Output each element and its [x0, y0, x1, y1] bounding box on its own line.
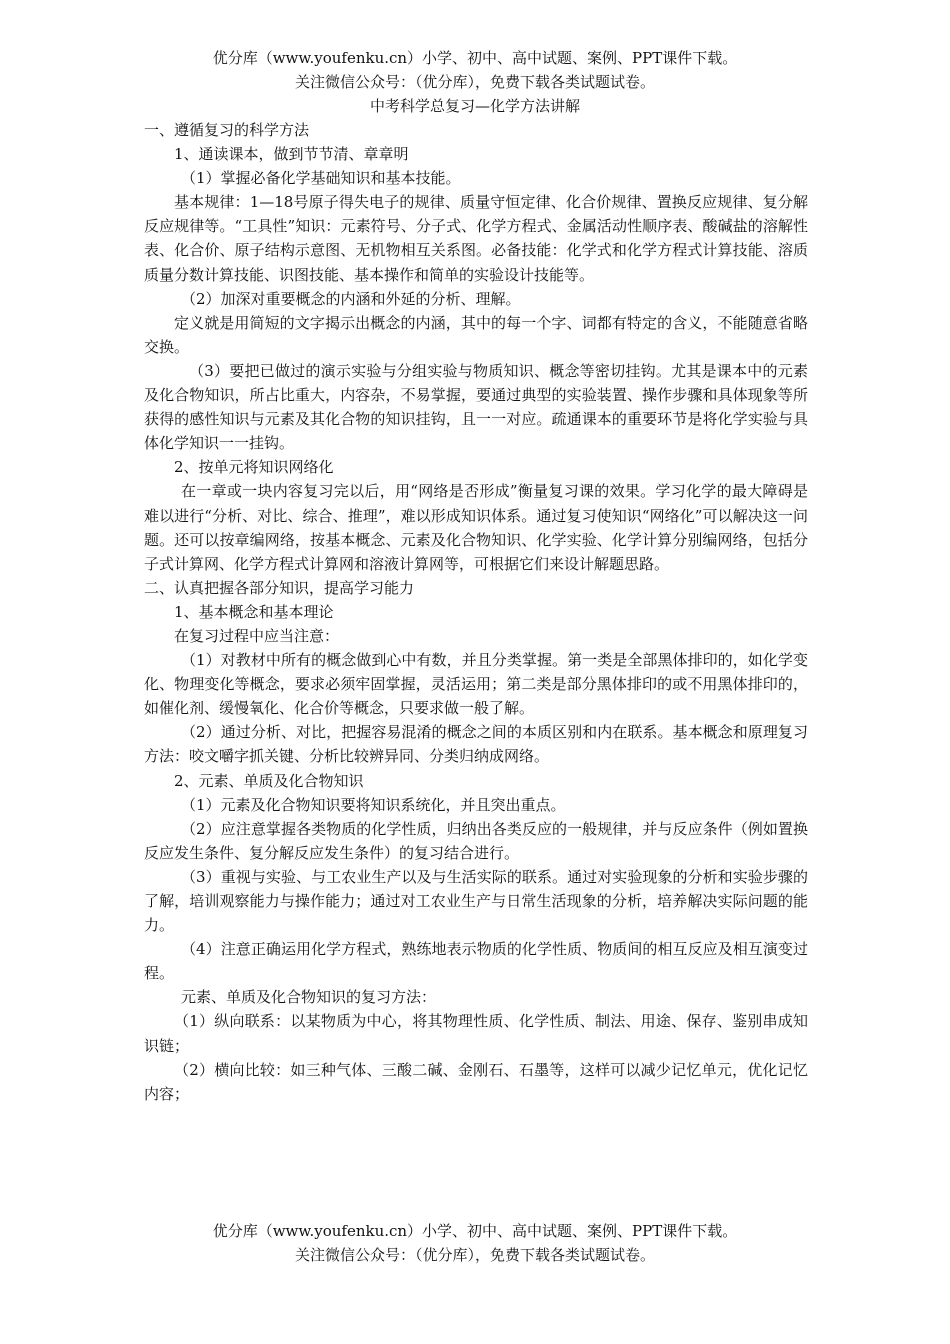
paragraph-definition: 定义就是用简短的文字揭示出概念的内涵，其中的每一个字、词都有特定的含义，不能随意省略交换。 — [144, 313, 808, 356]
paragraph-concepts-2: （2）通过分析、对比，把握容易混淆的概念之间的本质区别和内在联系。基本概念和原理复习方法：咬文嚼字抓关键、分析比较辨异同、分类归纳成网络。 — [144, 723, 808, 766]
section-heading-2: 二、认真把握各部分知识，提高学习能力 — [144, 578, 415, 597]
paragraph-method-1: （1）纵向联系：以某物质为中心，将其物理性质、化学性质、制法、用途、保存、鉴别串成知识链； — [144, 1012, 808, 1055]
paragraph-elements-1: （1）元素及化合物知识要将知识系统化，并且突出重点。 — [181, 795, 566, 814]
document-body — [144, 118, 808, 1106]
page-footer — [0, 1219, 950, 1267]
subsection-heading-2-1: 1、基本概念和基本理论 — [174, 602, 334, 621]
paragraph-basic-rules: 基本规律：1—18号原子得失电子的规律、质量守恒定律、化合价规律、置换反应规律、复分解反应规律等。“工具性”知识：元素符号、分子式、化学方程式、金属活动性顺序表、酸碱盐的溶解性表、化合价、原子结构示意图、无机物相互关系图。必备技能：化学式和化学方程式计算技能、溶质质量分数计算技能、识图技能、基本操作和简单的实验设计技能等。 — [144, 193, 808, 284]
page-header — [0, 46, 950, 118]
paragraph-method-2: （2）横向比较：如三种气体、三酸二碱、金刚石、石墨等，这样可以减少记忆单元，优化记忆内容； — [144, 1060, 808, 1103]
document-title: 中考科学总复习—化学方法讲解 — [369, 97, 580, 115]
section-heading-1: 一、遵循复习的科学方法 — [144, 121, 310, 139]
paragraph-network: 在一章或一块内容复习完以后，用“网络是否形成”衡量复习课的效果。学习化学的最大障碍是难以进行“分析、对比、综合、推理”，难以形成知识体系。通过复习使知识“网络化”可以解决这一问题。还可以按章编网络，按基本概念、元素及化合物知识、化学实验、化学计算分别编网络，包括分子式计算网、化学方程式计算网和溶液计算网等，可根据它们来设计解题思路。 — [144, 482, 808, 573]
subsection-heading-2-2: 2、元素、单质及化合物知识 — [174, 771, 364, 790]
header-line-1: 优分库（www.youfenku.cn）小学、初中、高中试题、案例、PPT课件下载。 — [212, 49, 738, 67]
subsection-heading-1-1: 1、通读课本，做到节节清、章章明 — [174, 145, 409, 164]
footer-line-2: 关注微信公众号：（优分库），免费下载各类试题试卷。 — [294, 1246, 655, 1264]
paragraph-experiments: （3）要把已做过的演示实验与分组实验与物质知识、概念等密切挂钩。尤其是课本中的元素及化合物知识，所占比重大，内容杂，不易掌握，要通过典型的实验装置、操作步骤和具体现象等所获得的感性知识与元素及其化合物的知识挂钩，且一一对应。疏通课本的重要环节是将化学实验与具体化学知识一一挂钩。 — [144, 361, 808, 453]
paragraph-review-methods: 元素、单质及化合物知识的复习方法： — [181, 988, 437, 1007]
subsection-heading-1-2: 2、按单元将知识网络化 — [174, 458, 334, 477]
paragraph-elements-4: （4）注意正确运用化学方程式，熟练地表示物质的化学性质、物质间的相互反应及相互演变过程。 — [144, 940, 808, 983]
header-line-2: 关注微信公众号：（优分库），免费下载各类试题试卷。 — [294, 73, 655, 91]
paragraph-attention: 在复习过程中应当注意： — [174, 626, 340, 645]
item-heading-1-1-1: （1）掌握必备化学基础知识和基本技能。 — [181, 169, 461, 188]
footer-line-1: 优分库（www.youfenku.cn）小学、初中、高中试题、案例、PPT课件下载。 — [212, 1222, 738, 1240]
paragraph-elements-3: （3）重视与实验、与工农业生产以及与生活实际的联系。通过对实验现象的分析和实验步骤的了解，培训观察能力与操作能力；通过对工农业生产与日常生活现象的分析，培养解决实际问题的能力。 — [144, 867, 808, 935]
item-heading-1-1-2: （2）加深对重要概念的内涵和外延的分析、理解。 — [181, 289, 521, 308]
paragraph-elements-2: （2）应注意掌握各类物质的化学性质，归纳出各类反应的一般规律，并与反应条件（例如置换反应发生条件、复分解反应发生条件）的复习结合进行。 — [144, 819, 808, 862]
paragraph-concepts-1: （1）对教材中所有的概念做到心中有数，并且分类掌握。第一类是全部黑体排印的，如化学变化、物理变化等概念，要求必须牢固掌握，灵活运用；第二类是部分黑体排印的或不用黑体排印的，如催化剂、缓慢氧化、化合价等概念，只要求做一般了解。 — [144, 651, 808, 718]
